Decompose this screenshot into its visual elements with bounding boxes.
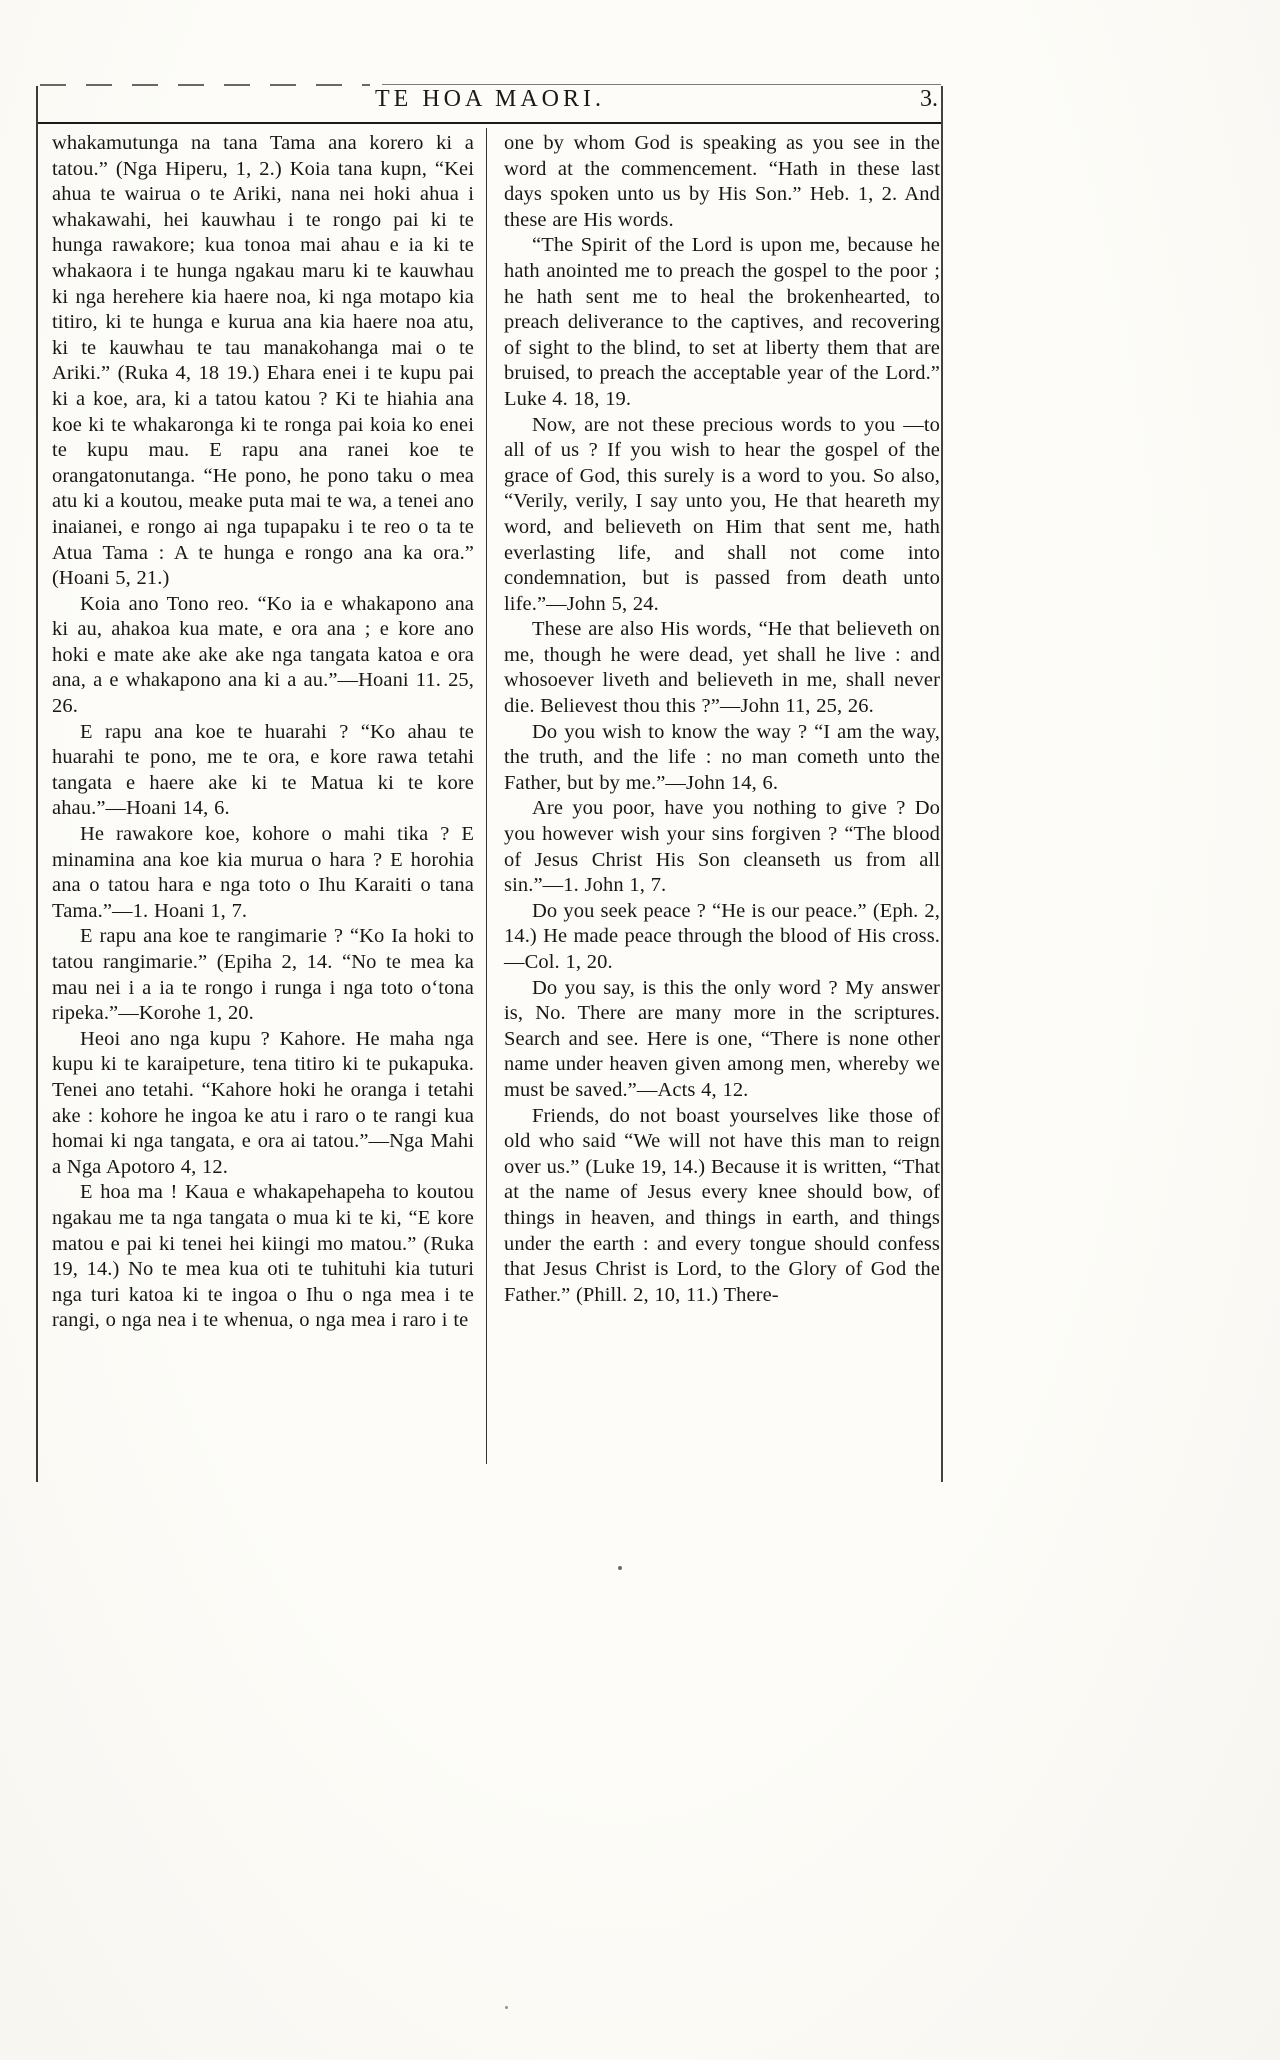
paragraph: Do you say, is this the only word ? My answer is, No. There are many more in the scriptures. Search and see. Here is one, “There is none other name under heaven given among men, whereby we must be saved.”—Acts 4, 12.	[504, 976, 940, 1101]
page-title: TE HOA MAORI.	[375, 86, 605, 112]
paragraph: whakamutunga na tana Tama ana korero ki a tatou.” (Nga Hiperu, 1, 2.) Koia tana kupn, “Kei ahua te wairua o te Ariki, nana nei hoki ahua i whakawahi, hei kauwhau i te rongo pai ki te hunga rawakore; kua tonoa mai ahau e ia ki te whakaora i te hunga ngakau maru ki te kauwhau ki nga herehere kia haere noa, ki nga motapo kia titiro, ki te hunga e kurua ana kia haere noa atu, ki te kauwhau te tau manakohanga mai o te Ariki.” (Ruka 4, 18 19.) Ehara enei i te kupu pai ki a koe, ara, ki a tatou katou ? Ki te hiahia ana koe ki te whakaronga ki te ronga pai koia ko enei te kupu mau. E rapu ana ranei koe te orangatonutanga. “He pono, he pono taku o mea atu ki a koutou, meake puta mai te wa, a tenei ano inaianei, e rongo ai nga tupapaku i te reo o ta te Atua Tama : A te hunga e rongo ana ka ora.” (Hoani 5, 21.)	[52, 132, 474, 590]
scan-border-top-line	[382, 84, 941, 85]
paragraph: E rapu ana koe te huarahi ? “Ko ahau te huarahi te pono, me te ora, e kore rawa tetahi tangata e haere ake ki te Matua ki te kore ahau.”—Hoani 14, 6.	[52, 720, 474, 820]
paragraph: E hoa ma ! Kaua e whakapehapeha to koutou ngakau me ta nga tangata o mua ki te ki, “E kore matou e pai ki tenei hei kiingi mo matou.” (Ruka 19, 14.) No te mea kua oti te tuhituhi kia tuturi nga turi katoa ki te ingoa o Ihu o nga mea i te rangi, o nga nea i te whenua, o nga mea i raro i te	[52, 1181, 474, 1332]
paragraph: Now, are not these precious words to you —to all of us ? If you wish to hear the gospel of the grace of God, this surely is a word to you. So also, “Verily, verily, I say unto you, He that heareth my word, and believeth on Him that sent me, hath everlasting life, and shall not come into condemnation, but is passed from death unto life.”—John 5, 24.	[504, 413, 940, 615]
header-rule	[38, 122, 941, 124]
paragraph: Koia ano Tono reo. “Ko ia e whakapono ana ki au, ahakoa kua mate, e ora ana ; e kore ano hoki e mate ake ake ake nga tangata katoa e ora ana, a e whakapono ana ki a au.”—Hoani 11. 25, 26.	[52, 592, 474, 718]
masthead	[40, 86, 940, 120]
paragraph: E rapu ana koe te rangimarie ? “Ko Ia hoki to tatou rangimarie.” (Epiha 2, 14. “No te mea ka mau nei i a ia te rongo i runga i nga toto o‘tona ripeka.”—Korohe 1, 20.	[52, 925, 474, 1025]
paragraph: Heoi ano nga kupu ? Kahore. He maha nga kupu ki te karaipeture, tena titiro ki te pukapuka. Tenei ano tetahi. “Kahore hoki he oranga i tetahi ake : kohore he ingoa ke atu i raro o te rangi kua homai ki nga tangata, e ora ai tatou.”—Nga Mahi a Nga Apotoro 4, 12.	[52, 1027, 474, 1178]
scan-border-right	[941, 86, 943, 1482]
page-number: 3.	[920, 86, 938, 112]
left-column-maori	[52, 131, 488, 1334]
paragraph: Are you poor, have you nothing to give ? Do you however wish your sins forgiven ? “The blood of Jesus Christ His Son cleanseth us from all sin.”—1. John 1, 7.	[504, 797, 940, 897]
paragraph: Friends, do not boast yourselves like those of old who said “We will not have this man to reign over us.” (Luke 19, 14.) Because it is written, “That at the name of Jesus every knee should bow, of things in heaven, and things in earth, and things under the earth : and every tongue should confess that Jesus Christ is Lord, to the Glory of God the Father.” (Phill. 2, 10, 11.) There-	[504, 1104, 940, 1306]
scan-border-left	[36, 86, 38, 1482]
paragraph: Do you seek peace ? “He is our peace.” (Eph. 2, 14.) He made peace through the blood of His cross.—Col. 1, 20.	[504, 899, 940, 973]
paragraph: He rawakore koe, kohore o mahi tika ? E minamina ana koe kia murua o hara ? E horohia ana o tatou hara e nga toto o Ihu Karaiti o tana Tama.”—1. Hoani 1, 7.	[52, 823, 474, 922]
paragraph: Do you wish to know the way ? “I am the way, the truth, and the life : no man cometh unto the Father, but by me.”—John 14, 6.	[504, 720, 940, 794]
text-columns	[52, 131, 940, 1334]
paragraph: “The Spirit of the Lord is upon me, because he hath anointed me to preach the gospel to the poor ; he hath sent me to heal the brokenhearted, to preach deliverance to the captives, and recovering of sight to the blind, to set at liberty them that are bruised, to preach the acceptable year of the Lord.” Luke 4. 18, 19.	[504, 234, 940, 410]
scan-artifact-dot	[618, 1566, 622, 1570]
paragraph: one by whom God is speaking as you see in the word at the commencement. “Hath in these last days spoken unto us by His Son.” Heb. 1, 2. And these are His words.	[504, 132, 940, 231]
paragraph: These are also His words, “He that believeth on me, though he were dead, yet shall he live : and whosoever liveth and believeth in me, shall never die. Believest thou this ?”—John 11, 25, 26.	[504, 618, 940, 718]
right-column-english	[488, 131, 940, 1308]
scan-artifact-dot	[505, 2006, 508, 2009]
